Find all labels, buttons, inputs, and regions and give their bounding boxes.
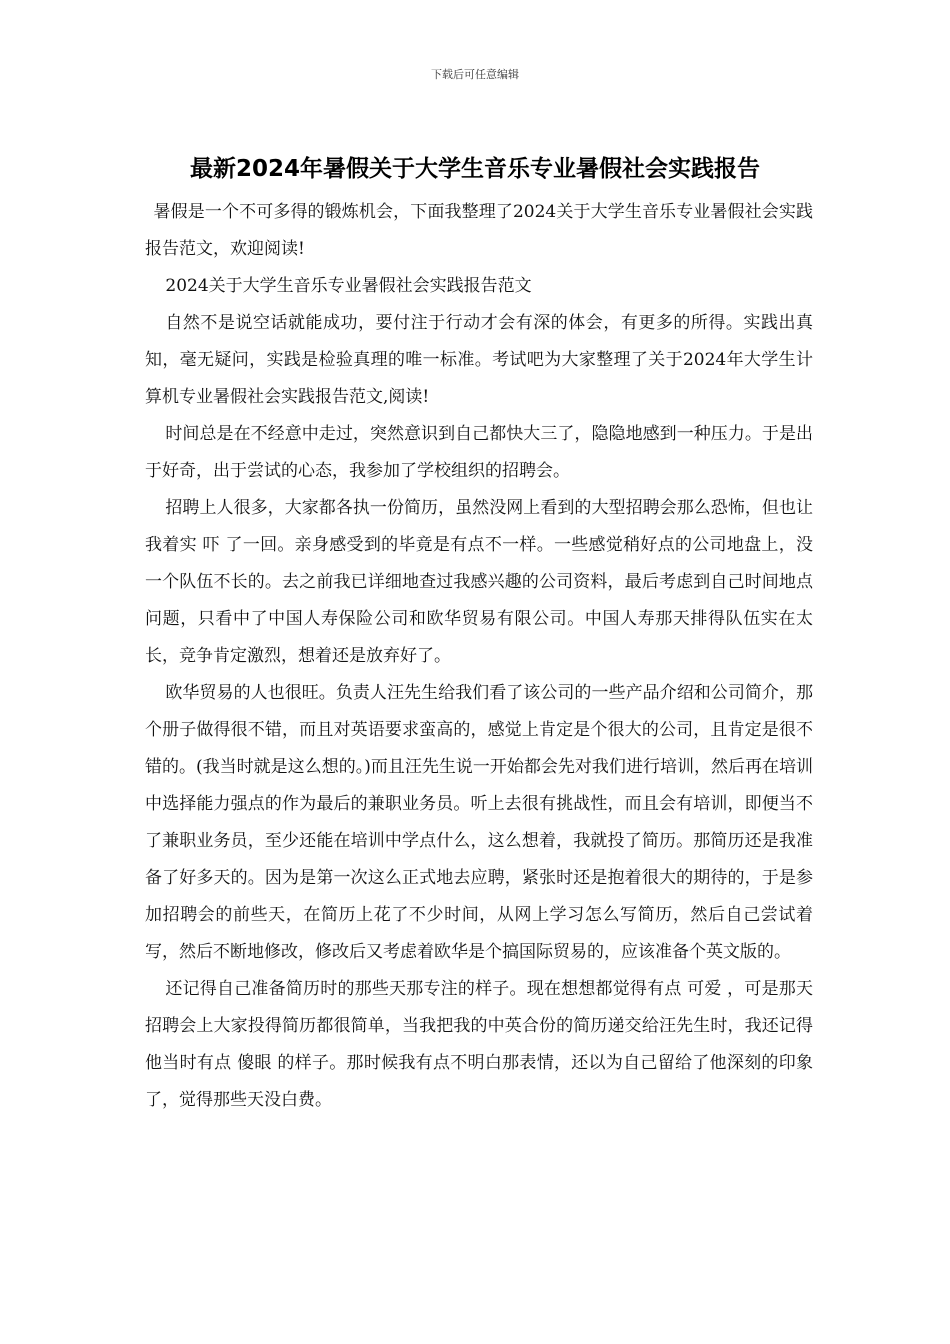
paragraph-intro: 暑假是一个不可多得的锻炼机会，下面我整理了2024关于大学生音乐专业暑假社会实践报告范文，欢迎阅读! (145, 202, 813, 259)
paragraph: 时间总是在不经意中走过，突然意识到自己都快大三了，隐隐地感到一种压力。于是出于好奇，出于尝试的心态，我参加了学校组织的招聘会。 (145, 424, 813, 481)
document-body (145, 194, 813, 1119)
paragraph-subtitle: 2024关于大学生音乐专业暑假社会实践报告范文 (165, 276, 532, 296)
paragraph: 还记得自己准备简历时的那些天那专注的样子。现在想想都觉得有点 可爱 ，可是那天招聘会上大家投得简历都很简单，当我把我的中英合份的简历递交给汪先生时，我还记得他当时有点 傻眼 的样子。那时候我有点不明白那表情，还以为自己留给了他深刻的印象了，觉得那些天没白费。 (145, 979, 813, 1110)
header-note: 下载后可任意编辑 (431, 68, 519, 81)
paragraph: 招聘上人很多，大家都各执一份简历，虽然没网上看到的大型招聘会那么恐怖，但也让我着实 吓 了一回。亲身感受到的毕竟是有点不一样。一些感觉稍好点的公司地盘上，没一个队伍不长的。去之前我已详细地查过我感兴趣的公司资料，最后考虑到自己时间地点问题，只看中了中国人寿保险公司和欧华贸易有限公司。中国人寿那天排得队伍实在太长，竞争肯定激烈，想着还是放弃好了。 (145, 498, 813, 666)
paragraph: 欧华贸易的人也很旺。负责人汪先生给我们看了该公司的一些产品介绍和公司简介，那个册子做得很不错，而且对英语要求蛮高的，感觉上肯定是个很大的公司，且肯定是很不错的。(我当时就是这么想的。)而且汪先生说一开始都会先对我们进行培训，然后再在培训中选择能力强点的作为最后的兼职业务员。听上去很有挑战性，而且会有培训，即便当不了兼职业务员，至少还能在培训中学点什么，这么想着，我就投了简历。那简历还是我准备了好多天的。因为是第一次这么正式地去应聘，紧张时还是抱着很大的期待的，于是参加招聘会的前些天，在简历上花了不少时间，从网上学习怎么写简历，然后自己尝试着写，然后不断地修改，修改后又考虑着欧华是个搞国际贸易的，应该准备个英文版的。 (145, 683, 813, 962)
paragraph: 自然不是说空话就能成功，要付注于行动才会有深的体会，有更多的所得。实践出真知，毫无疑问，实践是检验真理的唯一标准。考试吧为大家整理了关于2024年大学生计算机专业暑假社会实践报告范文,阅读! (145, 313, 813, 407)
document-title: 最新2024年暑假关于大学生音乐专业暑假社会实践报告 (189, 156, 760, 182)
